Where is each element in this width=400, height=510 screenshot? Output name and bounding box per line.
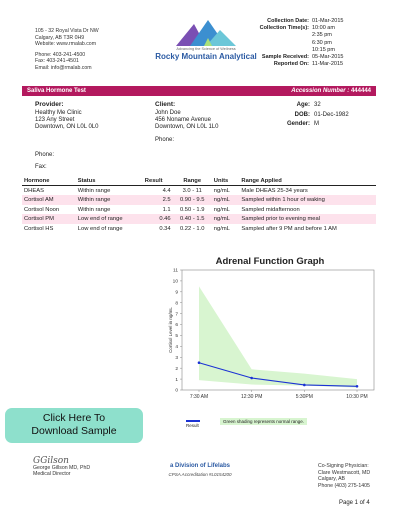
cell-status: Within range [76,195,143,205]
cell-applied: Sampled after 9 PM and before 1 AM [241,225,337,232]
chart-legend [186,418,200,428]
cell-range: 3.0 - 11 [182,187,202,194]
mountain-logo-icon [176,20,236,46]
cosign-city: Calgary, AB [318,476,346,483]
provider-city: Downtown, ON L0L 0L0 [35,124,99,130]
normal-range-band [199,286,357,387]
client-name: John Doe [155,110,181,116]
normal-range-note: Green shading represents normal range. [220,418,307,425]
result-point [356,385,359,388]
y-tick-label: 11 [173,268,178,274]
provider-fax: Fax: [35,164,47,170]
dob-value: 01-Dec-1982 [314,111,349,118]
date-row [252,32,364,39]
table-row [22,186,376,196]
date-value: 11-Mar-2015 [312,61,344,68]
cosign-name: Clare Westmacott, MD [318,469,371,476]
table-row [22,224,376,234]
download-sample-button[interactable] [5,408,143,443]
table-row [22,205,376,215]
director-name: George Gillson MD, PhD [33,464,91,471]
page-number: Page 1 of 4 [339,500,370,506]
director-title: Medical Director [33,471,71,478]
division-label: a Division of Lifelabs [169,463,230,469]
accession-number: Accession Number : 444444 [291,88,371,94]
table-row [22,195,376,205]
cell-applied: Sampled prior to evening meal [239,214,376,224]
cell-hormone: DHEAS [24,187,44,194]
y-axis-label: Cortisol Level in ng/mL [168,307,173,353]
table-row [22,214,376,224]
lab-email: Email: info@rmalab.com [35,64,92,71]
y-tick-label: 4 [175,345,178,351]
cell-applied: Sampled midafternoon [241,206,300,213]
results-table [22,176,376,234]
date-label: Sample Received: [261,54,309,61]
y-tick-label: 9 [175,290,178,296]
cell-units: ng/mL [213,206,230,213]
lab-fax: Fax: 403-241-4501 [35,58,79,65]
result-point [303,384,306,387]
date-value: 10:15 pm [312,46,335,53]
x-tick-label: 5:30PM [295,394,313,400]
age-value: 32 [314,102,321,108]
patient-demographics [282,101,372,130]
date-row [252,40,364,47]
table-header-row [22,176,376,186]
provider-label: Provider: [35,101,64,108]
cosign-title: Co-Signing Physician: [318,463,369,469]
lab-website: Website: www.rmalab.com [35,41,97,48]
lab-address-line1: 105 - 32 Royal Vista Dr NW [35,28,99,34]
col-hormone: Hormone [22,176,76,186]
date-value: 6:30 pm [312,39,332,46]
col-range: Range [173,176,212,186]
cell-result: 2.5 [143,195,173,205]
col-units: Units [212,176,240,186]
cell-result: 0.46 [143,214,173,224]
date-label: Collection Date: [267,18,309,24]
cell-units: ng/mL [212,195,240,205]
date-label [252,40,312,47]
adrenal-function-chart [160,266,380,416]
lab-address-line2: Calgary, AB T3R 0H9 [35,34,85,41]
cell-units: ng/mL [212,214,240,224]
cpsa-accreditation: CPSA Accreditation #L0154200 [168,472,232,477]
client-street: 456 Noname Avenue [155,117,211,123]
cell-range: 0.22 - 1.0 [179,225,205,232]
y-tick-label: 1 [175,377,178,383]
y-tick-label: 3 [175,355,178,361]
test-name: Saliva Hormone Test [27,88,86,94]
cell-units: ng/mL [213,225,230,232]
cell-range: 0.40 - 1.5 [173,214,212,224]
cell-result: 1.1 [162,206,171,213]
col-range-applied: Range Applied [239,176,376,186]
provider-street: 123 Any Street [35,117,75,123]
x-tick-label: 7:30 AM [189,394,209,400]
client-label: Client: [155,101,176,108]
date-row [252,54,364,61]
date-value: 05-Mar-2015 [312,54,344,61]
cell-hormone: Cortisol Noon [24,206,60,213]
cell-status: Within range [77,187,111,194]
cell-range: 0.90 - 9.5 [173,195,212,205]
date-label: Reported On: [273,61,309,68]
cta-label-line2: Download Sample [31,425,117,437]
cta-label-line1: Click Here To [42,412,106,424]
date-label: Collection Time(s): [259,25,309,32]
legend-result-label: Result [186,423,199,428]
cell-status: Within range [77,206,111,213]
x-tick-label: 12:30 PM [240,394,263,400]
lab-brand-name: Rocky Mountain Analytical [155,52,257,61]
cosign-phone: Phone (403) 275-1405 [318,482,370,489]
cell-hormone: Cortisol PM [22,214,76,224]
y-tick-label: 2 [175,366,178,372]
date-value: 01-Mar-2015 [312,18,344,24]
cosigning-physician [318,463,398,489]
x-tick-label: 10:30 PM [346,394,368,400]
chart-title: Adrenal Function Graph [215,256,325,267]
gender-label: Gender: [286,121,310,127]
cell-status: Low end of range [76,214,143,224]
dob-label: DOB: [294,111,310,118]
client-phone: Phone: [155,137,175,143]
cell-range: 0.50 - 1.9 [179,206,205,213]
cell-result: 0.34 [159,225,171,232]
result-point [198,361,201,364]
provider-phone: Phone: [35,152,55,158]
cell-units: ng/mL [213,187,230,194]
cell-applied: Male DHEAS 25-34 years [241,187,308,194]
y-tick-label: 0 [175,388,178,394]
result-point [250,377,253,380]
date-row [252,61,364,68]
cell-hormone: Cortisol HS [24,225,54,232]
cell-result: 4.4 [162,187,171,194]
date-value: 2:35 pm [312,32,332,39]
gender-value: M [314,121,319,127]
client-block [155,101,265,144]
result-line-swatch [186,420,200,422]
client-city: Downtown, ON L0L 1L0 [155,124,219,130]
test-header-bar [22,86,376,96]
lab-phone: Phone: 403-241-4500 [35,51,86,58]
date-row [252,18,364,25]
provider-name: Healthy Me Clinic [35,110,82,116]
date-row [252,47,364,54]
medical-director [33,458,133,478]
provider-block [35,101,145,171]
y-tick-label: 5 [175,334,178,340]
y-tick-label: 6 [175,323,178,329]
collection-dates [252,18,364,68]
cell-applied: Sampled within 1 hour of waking [239,195,376,205]
age-label: Age: [296,102,310,108]
cell-status: Low end of range [77,225,123,232]
cell-hormone: Cortisol AM [22,195,76,205]
director-signature: GGilson [33,456,69,466]
date-label [252,47,312,54]
col-status: Status [76,176,143,186]
y-tick-label: 7 [175,312,178,318]
col-result: Result [143,176,173,186]
date-value: 10:00 am [312,25,335,32]
lab-tagline: Advancing the Science of Wellness [176,47,236,51]
lab-contact-info [35,28,135,72]
y-tick-label: 8 [175,301,178,307]
date-label [252,32,312,39]
date-row [252,25,364,32]
y-tick-label: 10 [172,279,178,285]
